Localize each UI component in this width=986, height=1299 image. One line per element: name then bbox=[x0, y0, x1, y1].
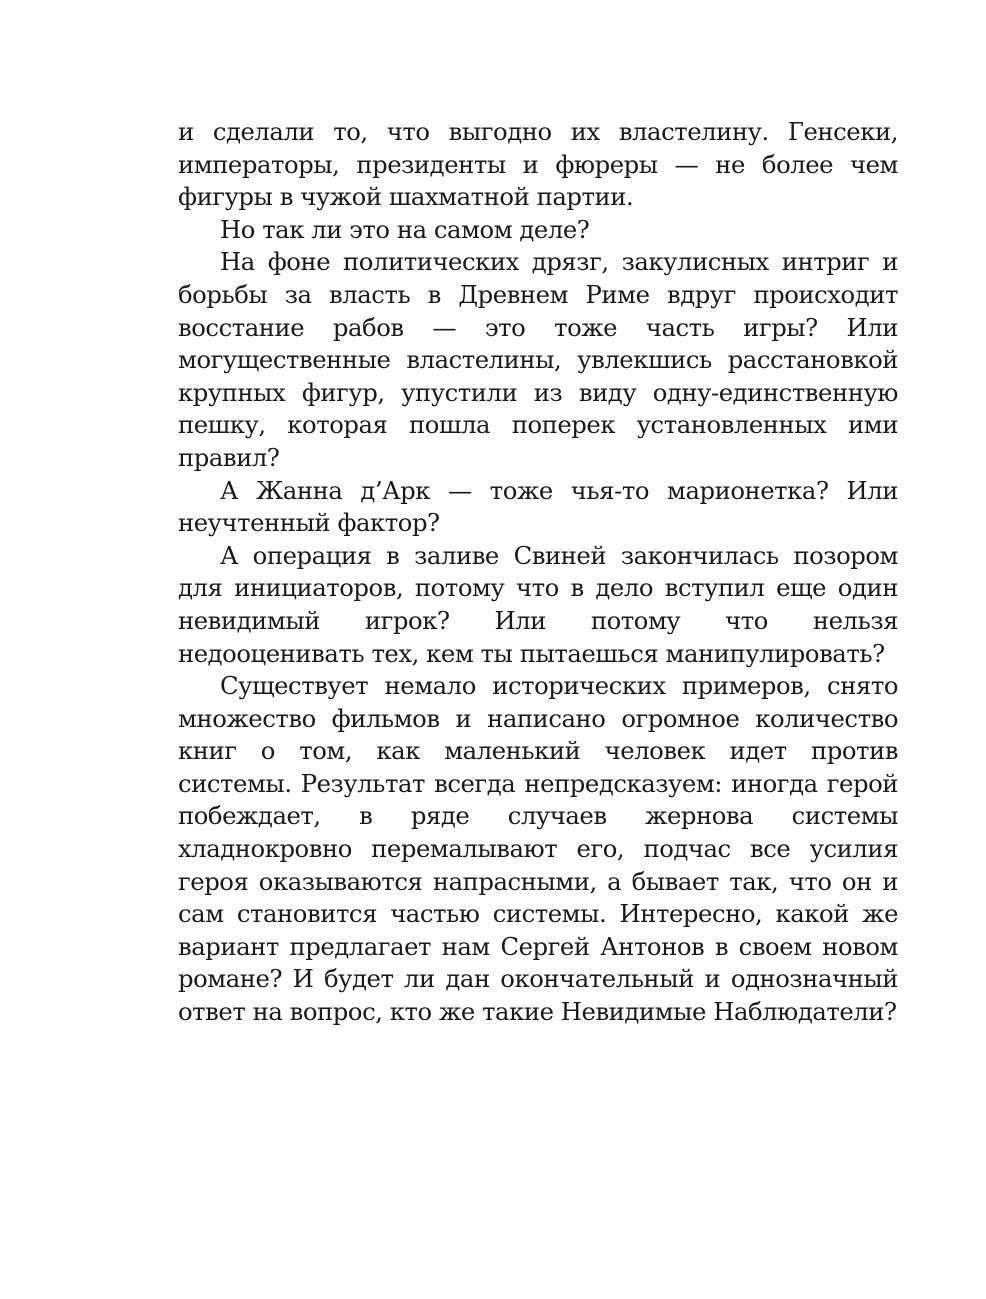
paragraph-conclusion: Существует немало исторических примеров, снято множество фильмов и написано огромное количество книг о том, как маленький человек идет против системы. Результат всегда непредсказуем: иногда герой побеждает, в ряде случаев жернова системы хладнокровно перемалывают его, подчас все усилия героя оказываются напрасными, а бывает так, что он и сам становится частью системы. Интересно, какой же вариант предлагает нам Сергей Антонов в своем новом романе? И будет ли дан окончательный и однозначный ответ на вопрос, кто же такие Невидимые Наблюдатели? bbox=[178, 671, 898, 1027]
paragraph-rome: На фоне политических дрязг, закулисных интриг и борьбы за власть в Древнем Риме вдруг происходит восстание рабов — это тоже часть игры? Или могущественные властелины, увлекшись расстановкой крупных фигур, упустили из виду одну-единственную пешку, которая пошла поперек установленных ими правил? bbox=[178, 247, 898, 472]
paragraph-bay-of-pigs: А операция в заливе Свиней закончилась позором для инициаторов, потому что в дело вступил еще один невидимый игрок? Или потому что нельзя недооценивать тех, кем ты пытаешься манипулировать? bbox=[178, 540, 898, 668]
paragraph-continuation: и сделали то, что выгодно их властелину. Генсеки, императоры, президенты и фюреры — не более чем фигуры в чужой шахматной партии. bbox=[178, 117, 898, 212]
paragraph-question: Но так ли это на самом деле? bbox=[220, 214, 590, 244]
page-body bbox=[178, 116, 898, 1029]
paragraph-joan-of-arc: А Жанна д’Арк — тоже чья-то марионетка? Или неучтенный фактор? bbox=[178, 475, 898, 538]
